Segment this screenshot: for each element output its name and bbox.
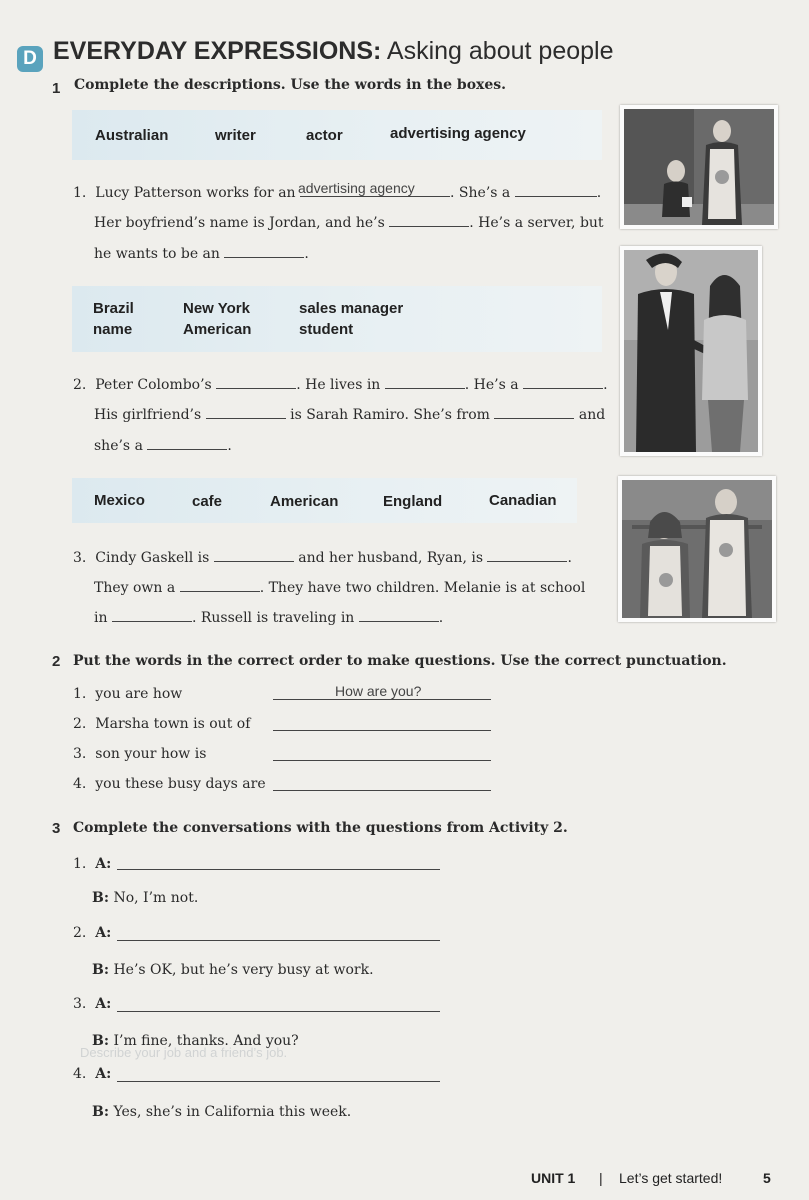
word-box-3-word: American <box>270 493 339 510</box>
item-1-line-1: 1. Lucy Patterson works for an . She’s a . <box>73 185 602 201</box>
word-box-2 <box>72 286 602 352</box>
activity-2-item-4: 4. you these busy days are <box>73 776 266 792</box>
conversation-3-a: 3. A: <box>73 996 112 1012</box>
section-badge: D <box>17 46 43 72</box>
activity-1-instruction: Complete the descriptions. Use the words in the boxes. <box>74 77 507 93</box>
word-box-1 <box>72 110 602 160</box>
word-box-1-word: Australian <box>95 127 169 144</box>
photo-cindy-and-ryan-image <box>622 480 772 618</box>
word-box-3-word: England <box>383 493 443 510</box>
activity-2-sample-answer: How are you? <box>335 683 422 699</box>
item-2-line-1: 2. Peter Colombo’s . He lives in . He’s a . <box>73 377 608 393</box>
conversation-3-answer-line[interactable] <box>117 1010 440 1012</box>
conversation-2-b: B: He’s OK, but he’s very busy at work. <box>92 962 374 978</box>
show-through-text: Describe your job and a friend’s job. <box>80 1045 288 1060</box>
conversation-4-a: 4. A: <box>73 1066 112 1082</box>
activity-2-item-2: 2. Marsha town is out of <box>73 716 251 732</box>
conversation-2-answer-line[interactable] <box>117 939 440 941</box>
conversation-4-answer-line[interactable] <box>117 1080 440 1082</box>
word-box-3 <box>72 478 577 523</box>
conversation-4-b: B: Yes, she’s in California this week. <box>92 1104 352 1120</box>
photo-lucy-and-jordan <box>620 105 778 229</box>
word-box-2-word: sales manager <box>299 300 404 317</box>
item-2-line-2: His girlfriend’s is Sarah Ramiro. She’s from and <box>94 407 606 423</box>
item-3-line-2: They own a . They have two children. Melanie is at school <box>94 580 586 596</box>
word-box-1-word: advertising agency <box>390 125 526 142</box>
footer-unit-title: Let’s get started! <box>619 1170 723 1186</box>
conversation-2-a: 2. A: <box>73 925 112 941</box>
word-box-1-word: writer <box>215 127 256 144</box>
conversation-1-b: B: No, I’m not. <box>92 890 199 906</box>
activity-2-number: 2 <box>52 653 61 670</box>
activity-3-number: 3 <box>52 820 61 837</box>
word-box-3-word: cafe <box>192 493 223 510</box>
conversation-3-b: B: I’m fine, thanks. And you? <box>92 1033 299 1049</box>
item-1-line-3: he wants to be an . <box>94 246 309 262</box>
word-box-2-word: Brazil <box>93 300 134 317</box>
item-3-line-1: 3. Cindy Gaskell is and her husband, Ryan, is . <box>73 550 572 566</box>
photo-peter-and-sarah <box>620 246 762 456</box>
item-1-sample-answer: advertising agency <box>298 180 415 196</box>
activity-2-answer-line-2[interactable] <box>273 729 491 731</box>
word-box-3-word: Mexico <box>94 492 145 509</box>
word-box-2-word: name <box>93 321 133 338</box>
activity-1-number: 1 <box>52 80 61 97</box>
activity-2-answer-line-3[interactable] <box>273 759 491 761</box>
conversation-1-a: 1. A: <box>73 856 112 872</box>
page-number: 5 <box>763 1170 771 1186</box>
item-1-line-2: Her boyfriend’s name is Jordan, and he’s . He’s a server, but <box>94 215 604 231</box>
section-title-rest: Asking about people <box>381 37 614 65</box>
item-2-line-3: she’s a . <box>94 438 232 454</box>
word-box-1-word: actor <box>306 127 343 144</box>
word-box-3-word: Canadian <box>489 492 557 509</box>
activity-2-instruction: Put the words in the correct order to make questions. Use the correct punctuation. <box>73 653 727 669</box>
section-title <box>53 37 614 66</box>
word-box-2-word: student <box>299 321 354 338</box>
photo-lucy-and-jordan-image <box>624 109 774 225</box>
word-box-2-word: American <box>183 321 252 338</box>
footer-unit: UNIT 1 <box>531 1170 576 1186</box>
activity-2-item-1: 1. you are how <box>73 686 183 702</box>
item-3-line-3: in . Russell is traveling in . <box>94 610 444 626</box>
photo-peter-and-sarah-image <box>624 250 758 452</box>
word-box-2-word: New York <box>183 300 250 317</box>
photo-cindy-and-ryan <box>618 476 776 622</box>
activity-2-answer-line-4[interactable] <box>273 789 491 791</box>
activity-2-item-3: 3. son your how is <box>73 746 207 762</box>
conversation-1-answer-line[interactable] <box>117 868 440 870</box>
activity-3-instruction: Complete the conversations with the questions from Activity 2. <box>73 820 568 836</box>
section-title-bold: EVERYDAY EXPRESSIONS: <box>53 37 382 65</box>
footer-separator: | <box>599 1170 603 1186</box>
